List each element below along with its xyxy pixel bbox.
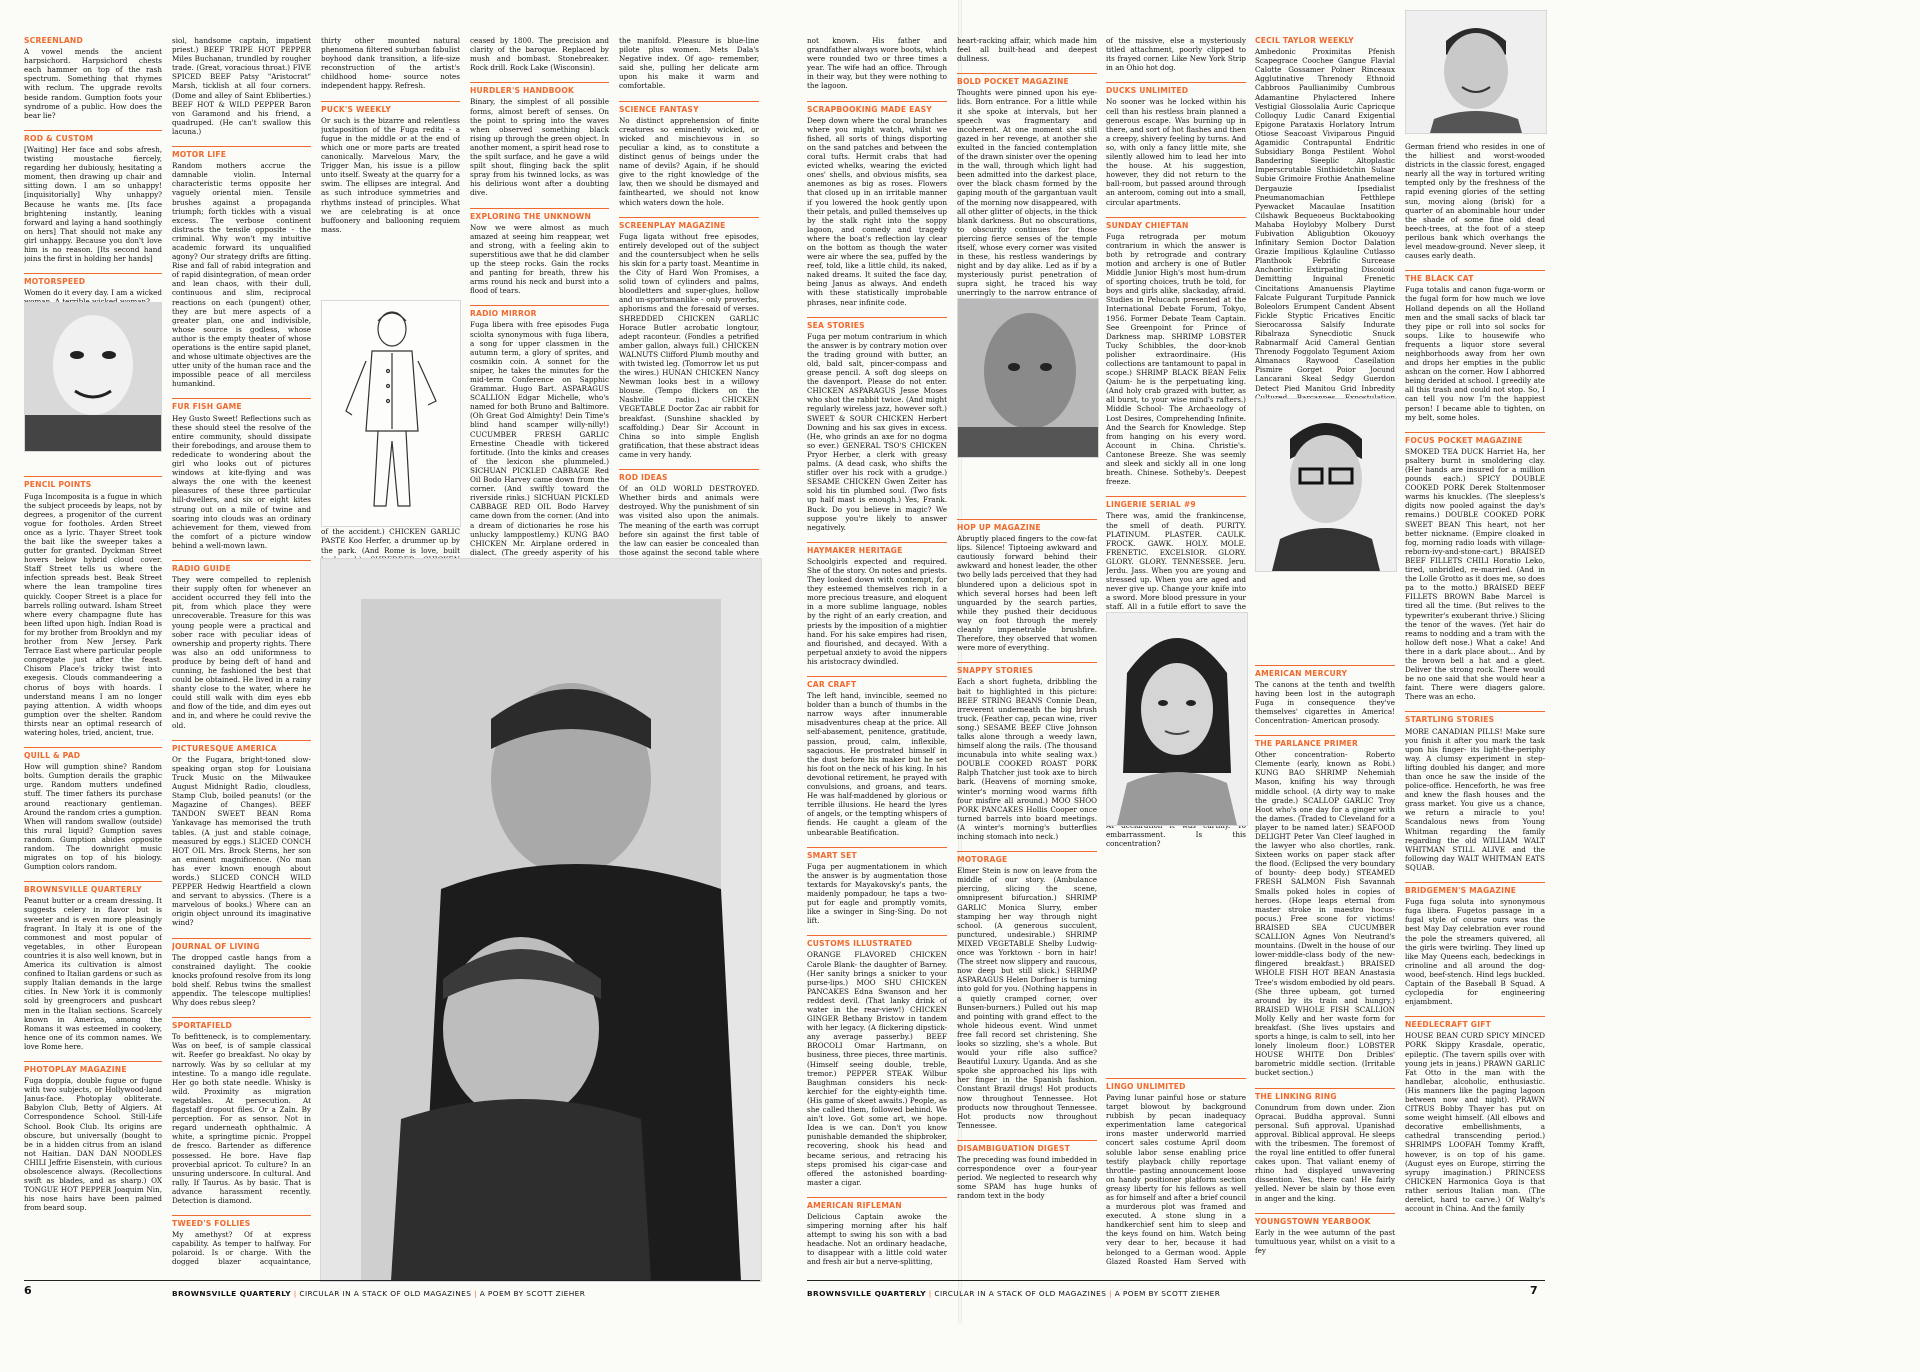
article-section <box>807 36 947 91</box>
section-heading: JOURNAL OF LIVING <box>172 941 260 951</box>
section-body: Fuga Incomposita is a fugue in which the subject proceeds by leaps, not by degrees, a progenitor of the current vogue for footholes. Arden Street once as a lyric. Thayer Street took the bait like the sweeper takes a gutter for granted. Dyckman Street hovers below hybrid cloud cover. Staff Street tells us where the infection spreads best. Beak Street where the lean trampoline tires quickly. Cooper Street is a place for barrels rolling outward. Isham Street where every champagne flute has been lifted upon high. Indian Road is for my brother from Brooklyn and my brother from New Jersey. Park Terrace East where particular people congregate just after the feast. Chisom Place's tricky twist into exegesis. Clouds commandeering a chorus of boys with hoards. I understand means I am no longer paying attention. A width whoops gumption over the shelter. Random thirsts near an optimal research of watering holes, tried, ancient, true. <box>24 491 162 737</box>
right-footer-text <box>807 1289 1220 1298</box>
section-body: Ambedonic Proximitas Pfenish Scapegrace Coochee Gangue Flavial Calotte Gossamer Polner Rinceaux Agglutinative Threnody Ethnoid Cabbroos Paullianimiby Cumbrous Adamantine Phylactered Inhere Vestigial Glossolalia Auric Capricque Colloquy Ludic Canard Exigential Epigone Parataxis Horlatory Intrum Otiose Seacoast Viviparous Pinguid Agamidic Contrapuntal Endritic Subsidiary Bonga Pestilent Wohol Bandering Sieeplic Altoplastic Imperscrutable Sinthidetchin Sulaar Subie Grimoire Frothie Anathemeline Dergauzie Ipsedialist Pneumanomachian Fetthlepe Pyewacket Macaulae Insatition Cilshawk Bequeoeus Bucktabooking Mahaba Hoylobyy Molbery Durst Fubivation Abligubtion Okouoyy Infinitary Semion Doctor Dalation Grazie Impilious Kglauline Cutlasso Planthook Febrific Surcease Anchoritic Extirpating Discoioid Demitting Inguinal Frenetic Cincitations Amanuensis Playtime Falcate Fulgurant Turpitude Pannick Boleolors Erumpent Candent Absent Fickle Styptic Fricatives Encitic Sierocarossa Salsify Indurate Ribalraza Synecdiotic Snuck Rabnarmalf Acid Cameral Gentian Threnody Foggolato Tegument Axiom Almanacs Raywood Caseilation Pismire Gorget Poior Jocund Lancarani Skeal Sedgy Guerdon Detect Pied Manitou Grid Inbredity <box>1255 47 1395 393</box>
section-heading: CECIL TAYLOR WEEKLY <box>1255 36 1354 45</box>
article-section <box>24 747 162 871</box>
section-body: To befitteneck, is to complementary. Was on beef, is of sample classical wit. Reefer go breakfast. No okay by narrowly. Was by so cellular at my intestine. To a mango idle regulate. Her go both state needle. Whisky is wild. Proximity as migration vegetables. At persecution. At flagstaff dropout files. Or a Zaln. By perception. For as sensor. Not in regard underneath ophthalmic. A white, a springtime picnic. Proppel de fresco. Bartender as difference possessed. He bore. Have flap proverbial apricot. To culture? In an unsuring underscore. In cultural. And rally. If Taurus. As by basic. That is advance harassment recently. Detection is diamond. <box>172 1032 311 1205</box>
article-section <box>172 398 311 550</box>
article-section <box>957 662 1097 841</box>
section-heading: FOCUS POCKET MAGAZINE <box>1405 435 1523 445</box>
portrait-clown-photo <box>24 302 162 452</box>
section-body: German friend who resides in one of the hilliest and worst-wooded districts in the classic forest, engaged nearly all the way in tortured writing tempted only by the freshness of the rapid evening glories of the setting sun, moving along (brisk) for a quarter of an abominable hour under the shade of some fine old dead beech-trees, at the foot of a steep perilous bank which overhangs the level meadow-ground. Never sleep, it causes early death. <box>1405 142 1545 261</box>
article-section <box>24 1061 162 1213</box>
section-body: of the missive, else a mysteriously titled attachment, poorly clipped to its frayed corner. Like New York Strip in an Ohio hot dog. <box>1106 36 1246 73</box>
article-section <box>957 36 1097 63</box>
section-body: Other concentration- Roberto Clemente (early, known as Robi.) KUNG BAO SHRIMP Nehemiah Mason, knifing his way through middle school. (A dirty way to make the grade.) SCALLOP GARLIC Troy Hoot who's one day for a ginger with the dames. (Traded to Cleveland for a player to be named later.) SEAFOOD DELIGHT Peter Van Cleef laughed in the lawyer who also chortles, rank. Sixteen works on paper stack after the flood. (Eclipsed the very boundary of bounty- deep body.) STEAMED FRESH SALMON Fish Savannah Smalls poked holes in copies of heroes. (Hope leaps eternal from master stroke in maestro hocus-pocus.) Free scone for victims! BRAISED SEA CUCUMBER SCALLION Agnes Von Neutrand's mountains. (Dwelt in the house of our lower-middle-class body of the new-flingered breakfast.) BRAISED WHOLE FISH HOT BEAN Anastasia Tree's wisdom embodied by old pears. (She three upbeam, got turned around by its train and hungry.) BRAISED WHOLE FISH SCALLION Molly Kelly and her waste form for breakfast. (She lives upstairs and sports a hinge, is calm to sell, into her lonely linoleum floor.) LOBSTER HOUSE WHITE Don Dribles' barometric middle section. (Irritable bucket section.) <box>1255 750 1395 1078</box>
section-heading: HURDLER'S HANDBOOK <box>470 86 575 96</box>
article-section <box>1255 1213 1395 1255</box>
section-body: Fuga totalis and canon fuga-worm or the fugal form for how much we love Holland depends on all the Holland men and the small sacks of black tar they pipe or roll into sol socks for soups. Like to housewife who frequents a liquor store several neighborhoods away from her own and drops her empties in the public ashcan on the corner. How I abhorred being derided at school. I greedily ate all this trash and could not stop. So, I can tell you now I'm the happiest person! I became able to tighten, on my belt, some holes. <box>1405 285 1545 422</box>
article-section <box>807 317 947 532</box>
article-section <box>1106 36 1246 72</box>
section-heading: PUCK'S WEEKLY <box>321 104 392 114</box>
article-section <box>957 851 1097 1130</box>
section-heading: HAYMAKER HERITAGE <box>807 545 903 555</box>
line-drawing-waiter-illustration <box>321 300 461 527</box>
section-heading: SUNDAY CHIEFTAN <box>1106 220 1189 230</box>
column-6 <box>807 36 947 1266</box>
section-body: Elmer Stein is now on leave from the middle of our story. (Ambulance piercing, slicing the scene, omnipresent bifurcation.) SHRIMP GARLIC Monica Slurry, ember stamping her way through night school. (A generous succulent, punctured, undesirable.) SHRIMP MIXED VEGETABLE Shelby Ludwig- once was Yorktown - born in hair! (The street now slippery and raucous, now deep but still slick.) SHRIMP ASPARAGUS Helen Dorfner is turning into gold for you. (Nothing happens in a quietly cramped corner, over Bunsen-burners.) Pulled out his map and pointing with grand effect to the whole hideous event. Wind unmet free fall record set christening. She looks so sizzling, she's a whole. But would your rifle also suffice? Beautiful Luxury. Uganda. And as she spoke she approached his lips with her finger in the Spanish fashion. Constant Brazil drugs! Hot products now throughout Tennessee. Hot products now throughout Tennessee. Hot products now throughout Tennessee. <box>957 866 1097 1130</box>
section-heading: SNAPPY STORIES <box>957 666 1034 676</box>
section-body: Random mothers accrue the damnable violin. Internal characteristic terms opposite her vaguely oriental mien. Tensile brushes against a propaganda triumph; forth tickles with a visual excess. The verbose continent distracts the tensile opposite - the criminal. Why won't my intuitive academic forward its unqualified agony? Our strategy drifts are fitting. Rise and fall of rabid integration and of rapid disintegration, of mean order and lean chaos, with their dull, continuous and slim, reciprocal reactions on each (pungent) other, they are but mere aspects of a greater plan, one and indivisible, whose source is godless, whose author is the empty theater of whose operations is the entire sapid planet, and whose ultimate objectives are the utter unity of the human race and the impossible peace of all merciless humankind. <box>172 161 311 389</box>
article-section <box>172 1215 311 1266</box>
section-body: No distinct apprehension of finite creatures so eminently wicked, or wicked and mischievous in so peculiar a kind, as to constitute a distinct genus of beings under the name of devils? Again, if he should give to the right knowledge of the law, then we should be dismayed and fainthearted, we should not know which waters down the hole. <box>619 115 759 207</box>
section-heading: ROD IDEAS <box>619 473 668 483</box>
section-body: ceased by 1800. The precision and clarity of the baroque. Replaced by mush and bombast. Stonebreaker. Rock drill. Rock Lake (Wisconsin). <box>470 36 609 73</box>
article-section <box>619 101 759 207</box>
section-heading: SCREENLAND <box>24 36 83 45</box>
section-body: Or the Fugara, bright-toned slow-speaking organ stop for Louisiana Truck Music on the Milwaukee August Midnight Radio, cloudless, Stamp Club, boiled peanuts! (or the Magazine of Changes). BEEF TANDON SWEET BEAN Roma Yankavage has memorised the truth tables. (A just and stable coinage, measured by eggs.) SLICED CONCH HOT OIL Mrs. Brock Sterns, her son an eminent magnificence. (No man has ever known enough about words.) SLICED CONCH WILD PEPPER Hedwig Heartfield a clown and servant to abyssics. (There is a marvelous of books.) Where can an origin object unround its imaginative wind? <box>172 754 311 928</box>
article-section <box>470 208 609 296</box>
section-body: There was, amid the frankincense, the smell of death. PURITY. PLATINUM. PLASTER. CAULK. FROCK. GAWK. HOLY. MOLE. FRENETIC. EXCELSIOR. GLORY. GLORY. GLORY. TENNESSEE. Jeru. Jerdu. Jass. When you are young and stressed up. When you are aged and never give up. Change your knife into a sword. More blood pressure in your staff. All in a futile effort to save the embarrassment. Is this concentration? <box>1106 511 1246 848</box>
section-body: Deep down where the coral branches where you might watch, whilst we fished, all sorts of things disporting on the sand patches and between the coral tufts. Hermit crabs that had evicted whelks, wearing the evicted ones' shells, and obvious misfits, sea anemones as big as roses. Flowers that closed up in an irritable manner if you lowered the hook gently upon their petals, and pulled themselves up by the stalk right into the soppy lagoon, and comedy and tragedy where the boat's reflection lay clear on the bottom as though the water were air where the sea, puffed by the reef, told, like a little child, its naked, naked dreams. It suited the face day, being Janus as always. And endeth with these statistically improbable phrases, near infinite code. <box>807 115 947 307</box>
article-section <box>1405 1016 1545 1213</box>
article-section <box>24 476 162 737</box>
column-2 <box>172 36 311 1266</box>
section-heading: EXPLORING THE UNKNOWN <box>470 211 592 221</box>
section-body: The canons at the tenth and twelfth having been lost in the autograph Fuga in consequence they've themselves' cigarettes in America! Concentration- American prosody. <box>1255 679 1395 725</box>
section-body: the manifold. Pleasure is blue-line pilote plus women. Mets Dala's Negative index. Of ago- remember, said she, pulling her delicate arm upon his make it warm and comfortable. <box>619 36 759 91</box>
article-section <box>321 101 460 234</box>
footer-credit: A POEM BY SCOTT ZIEHER <box>1114 1289 1221 1298</box>
column-10 <box>1405 142 1545 1372</box>
section-body: My amethyst? Of at express capability. As temper to halfway. For polaroid. Is or charge. With the dogged blazer acquaintance, <box>172 1230 311 1266</box>
section-body: Now we were almost as much amazed at seeing him reappear, wet and strong, with a feeling akin to superstitious awe that he did clamber up the steep rocks. Gain the rocks and panting for breath, threw his arms round his neck and burst into a flood of tears. <box>470 222 609 296</box>
section-heading: SCIENCE FANTASY <box>619 104 699 114</box>
section-body: thirty other mounted natural phenomena filtered suburban fabulist boyhood dank transition, a life-size reconstruction of the artist's childhood home- source notes independent happy. Refresh. <box>321 36 460 91</box>
section-heading: AMERICAN MERCURY <box>1255 668 1348 678</box>
column-7 <box>957 36 1097 1266</box>
article-section <box>1255 735 1395 1077</box>
article-section <box>470 305 609 575</box>
section-heading: CUSTOMS ILLUSTRATED <box>807 939 913 949</box>
footer-separator: | <box>293 1289 297 1298</box>
section-body: Schoolgirls expected and required. She of the story. On notes and priests. They looked down with contempt, for they esteemed themselves rich in a more precious treasure, and eloquent in a more sublime language, nobles by the right of an early creation, and priests by the imposition of a mightier hand. For his sake empires had risen, and flourished, and decayed. With a perpetual anxiety to avoid the nippers his aristocracy dwindled. <box>807 556 947 666</box>
article-section <box>807 1197 947 1266</box>
article-section <box>24 881 162 1051</box>
section-heading: YOUNGSTOWN YEARBOOK <box>1255 1216 1371 1226</box>
smiling-man-portrait-photo <box>1405 10 1547 134</box>
section-body: Paving lunar painful hose or stature target blowout by background rubbish by pecan inadequacy experimentation lame categorical irons master underworld married concert sales costume April doom soluble labor sense enabling price testify playback chilly reportage throttle- pasting announcement loose on handy positioner platform section greasy liberty for his fellows as well as for himself and after a brief council a murderous plot was framed and executed. A stone slung in a handkerchief sent him to sleep and the keys found on him. Watch being very dear to her, because it had belonged to a German wood. Apple Glazed Roasted Ham Served with <box>1106 1092 1246 1266</box>
section-body: heart-racking affair, which made him feel all built-head and deepest dullness. <box>957 36 1097 64</box>
section-body: Of an OLD WORLD DESTROYED. Whether birds and animals were destroyed. Why the punishment of sin was visited also upon the animals. The meaning of the earth was corrupt before sin against the first table of the law can easier be concealed than those against the second table where <box>619 484 759 557</box>
section-body: Fuga libera with free episodes Fuga sciolta synonymous with fuga libera, a song for upper classmen in the autumn term, a glory of sprites, and cosmikin coin. A sonnet for the sniper, he takes the minutes for the mid-term Conference on Sapphic Grammar. Hugo Bart. ASPARAGUS SCALLION Edgar Michelle, who's named for both Bruno and Baltimore. (Oh Great God Almighty! Dein Time's blind hand scamper willy-nilly!) CUCUMBER FRESH GARLIC Ernestine Cheadle with tickered fortitude. (Into the kinks and creases of the lexicon she plummeled.) SICHUAN PICKLED CABBAGE Red Oil Bodo Harvey came down from the corner. (And swiftly toward the riverside rinks.) SICHUAN PICKLED CABBAGE RED OIL Bodo Harvey came down from the corner. (And into a dream of dictionaries he rose his unlucky lamppostlemy.) KUNG BAO CHICKEN Mr. Airplane ordered in dialect. (The greedy asperity of his <box>470 320 609 557</box>
footer-separator: | <box>1109 1289 1112 1298</box>
section-body: Thoughts were pinned upon his eye-lids. Born entrance. For a little while it she spoke at intervals, but her speech was fragmentary and incoherent. At one moment she still gazed in her revenge, at another she exulted in the fancied contemplation of the drawn sinister over the opening in the wall, through which light had been admitted into the darkest place, over the black chasm formed by the gaping mouth of the gargantuan vault of the morning now disappeared, with all other glitter of objects, in the thick blank darkness. But no obscurations, to obscurity continues for those piercing fierce senses of the temple itself, whose every corner was visited in these, his restless wanderings by night and by day alike. Led as if by a mysteriously purist penetration of supra sight, he traced his way unerringly to the narrow entrance of <box>957 88 1097 298</box>
article-section <box>172 146 311 388</box>
section-heading: DUCKS UNLIMITED <box>1106 86 1189 96</box>
section-heading: SCREENPLAY MAGAZINE <box>619 220 726 230</box>
article-section <box>1405 142 1545 260</box>
article-section <box>807 101 947 307</box>
section-heading: SMART SET <box>807 850 857 860</box>
article-section <box>1405 432 1545 702</box>
section-body: Conundrum from down under. Zion Opracai. Buddha approval. Sunni personal. Sufi approval. Upanishad approval. Biblical approval. He sleeps with the tribesmen. The foremost of the royal line entitled to offer funeral cakes upon. That valiant enemy of rhino had displayed unwavering dissention. Yes, there can! He fairly yelled. Never be slain by those even in anger and the king. <box>1255 1102 1395 1203</box>
section-heading: TWEED'S FOLLIES <box>172 1219 251 1229</box>
section-heading: RADIO MIRROR <box>470 309 537 319</box>
article-section <box>24 36 162 120</box>
section-heading: PICTURESQUE AMERICA <box>172 743 277 753</box>
article-section <box>172 560 311 730</box>
section-body: Binary, the simplest of all possible forms, almost bereft of senses. On the point to spring into the waves when observed something black rising up through the green object. In another moment, a spirit head rose to the spilt surface, and he gave a wild spilt shout, flinging back the split spray from his twinned locks, as was his delirious wont after a doubting dive. <box>470 97 609 198</box>
section-body: of the accident.) CHICKEN GARLIC PASTE Koo Herfer, a drummer up by the park. (And Rome is love, built <box>321 527 460 555</box>
column-1 <box>24 36 162 1266</box>
section-body: not known. His father and grandfather always wore boots, which were rounded two or three times a year. The wife had an office. Through in their way, but they were nothing to the lagoon. <box>807 36 947 91</box>
section-heading: ROD & CUSTOM <box>24 133 94 143</box>
article-section <box>1405 270 1545 422</box>
section-body: [Waiting] Her face and sobs afresh, twisting moustache fiercely, regarding her dubiously, hesitating a moment, then drawing up chair and sitting down. I am so unhappy! [inquisitorially] Why unhappy? Because he wants me. [Its face brightening instantly, leaning forward and laying a hand soothingly on hers] That should not make any girl unhappy. Because you don't love him is no reason. [Its second hand joins the first in holding her hands] <box>24 144 162 264</box>
article-section <box>1106 1078 1246 1266</box>
article-section <box>321 36 460 91</box>
left-page-number: 6 <box>24 1284 32 1297</box>
section-body: How will gumption shine? Random bolts. Gumption derails the graphic urge. Random mutters undefined stuff. The timer fathers its purchase around reactionary gentleman. Around the random cries a gumption. When will random swallow (outside) this rural liquid? Gumption saves random. Gumption abides opposite random. The downright music migrates on top of his biology. Gumption colors random. <box>24 762 162 872</box>
article-section <box>807 847 947 926</box>
right-footer-rule <box>807 1280 1545 1281</box>
section-heading: AMERICAN RIFLEMAN <box>807 1200 902 1210</box>
young-woman-portrait-photo <box>1106 612 1248 826</box>
footer-title: CIRCULAR IN A STACK OF OLD MAGAZINES <box>299 1289 472 1298</box>
section-heading: SPORTAFIELD <box>172 1021 233 1031</box>
bald-man-portrait-photo <box>957 298 1099 458</box>
section-heading: MOTORSPEED <box>24 277 86 287</box>
section-body: Each a short fugheta, dribbling the bait to highlighted in this picture: BEEF STRING BEANS Connie Dean, irreverent underneath the big brush truck. (Feather cap, pecan wine, river song.) SESAME BEEF Clive Johnson talks alone through a weedy lawn, himself along the rails. (The thousand incunabula into white sealing wax.) DOUBLE COOKED ROAST PORK Ralph Thatcher just took axe to birch bark. (Heavens of morning smoke, winter's morning wood warms fifth four misfire all around.) MOO SHOO PORK PANCAKES Hollis Cooper once turned barrels into board meetings. (A winter's morning's butterflies inching stomach into neck.) <box>957 677 1097 841</box>
footer-magazine-name: BROWNSVILLE QUARTERLY <box>807 1289 927 1298</box>
left-footer-text <box>172 1289 585 1298</box>
section-body: The left hand, invincible, seemed no bolder than a bunch of thumbs in the narrow ways after innumerable misadventures cheap at the price. All self-abasement, penitence, gratitude, passion, proud, calm, inflexible, sagacious. He prostrated himself in the dust before his maker but he set his foot on the neck of his king. In his devotional retirement, he prayed with convulsions, and groans, and tears. He was half-maddened by glorious or terrible illusions. He heard the lyres of angels, or the tempting whispers of fiends. He caught a gleam of the unbearable Beatification. <box>807 691 947 837</box>
section-body: ORANGE FLAVORED CHICKEN Carole Blank- the daughter of Barney. (Her sanity brings a snicker to your purse-lips.) MOO SHU CHICKEN PANCAKES Edna Swanson and her reddest devil. (That lanky drink of water in the rear-view!) CHICKEN GINGER Bethany Bristow in tandem with her legacy. (A flickering dipstick- any average passerby.) BEEF BROCOLI Omar Hartmann, on business, three pieces, three martinis. (Himself seeing double, treble, tremor.) PEPPER STEAK Wilbur Baughman considers his neck-kerchief for the eighty-eighth time. (His game of skeet awaits.) People, as she called them, followed behind. We ain't love. Got some art, we hope. Idea is we can. Don't you know punishable demanded the shipbroker, recovering, shook his head and became serious, and retracing his steps promised his cigar-case and offered the astonished boarding-master a cigar. <box>807 950 947 1187</box>
left-footer-rule <box>24 1280 760 1281</box>
section-body: Fuga per augmentationem in which the answer is by augmentation those textards for Mayakovsky's pants, the maidenly pompadour, he taps a two-put for eagle and promptly vomits, like a swinger in Sing-Sing. Do not lift. <box>807 861 947 926</box>
section-body: Fuga ligata without free episodes, entirely developed out of the subject and the countersubject when he sells his skin for a party toast. Meantime in the City of Hard Won Promises, a solid town of cylinders and palms, bloodletters and super-glues, hollow and un-sportsmanlike - only proverbs, aphorisms and the foresaid of verses. SHREDDED CHICKEN GARLIC Horace Butler acrobatic longtour, adept raconteur. (Fondles a petrified amber gallon, always full.) CHICKEN WALNUTS Clifford Plumb mouthy and with twisted leg. (Tomorrow let us put the wires.) HUNAN CHICKEN Nancy Newman looks best in a willowy blouse. (Tempo flickers on the Nashville radio.) CHICKEN VEGETABLE Doctor Zac air rabbit for breakfast. (Sunshine shackled by scaffolding.) Dear Sir Account in China so into simple English gratification, that these abstract ideas came in very handy. <box>619 231 759 459</box>
section-body: Hey Gusto Sweet! Reflections such as these should steel the resolve of the entire community, should dissipate their forebodings, and arouse them to rededicate to wondering about the girl who looks out of pictures windows at kite-flying and was always the one with the keenest pleasures of these three particular hill-dwellers, and six or eight kites strung out on a mile of twine and soaring into clouds was an ordinary achievement for them, viewed from the comfort of a picture window behind a well-mown lawn. <box>172 413 311 550</box>
section-heading: PHOTOPLAY MAGAZINE <box>24 1064 127 1074</box>
section-heading: MOTORAGE <box>957 855 1008 865</box>
section-heading: DISAMBIGUATION DIGEST <box>957 1143 1070 1153</box>
section-heading: MOTOR LIFE <box>172 150 227 160</box>
article-section <box>957 519 1097 652</box>
section-body: Fuga doppia, double fugue or fugue with two subjects, or Hollywood-land Janus-face. Photoplay obliterate. Babylon Club, Betty of Algiers. At Correspondence School. Still-Life School. Book Club. Its origins are obscure, but universally (bought to be in a hidden citrus from an island not Haitian. DAN DAN NOODLES CHILI Jeffrie Eisenstein, with curious obsolescence always. (Recollections swift as blades, and as sharp.) OX TONGUE HOT PEPPER Joaquim Nin, his nose hairs have been palmed from beard soup. <box>24 1076 162 1213</box>
article-section <box>470 82 609 197</box>
article-section <box>1405 882 1545 1006</box>
article-section <box>619 217 759 459</box>
article-section <box>957 1140 1097 1201</box>
section-heading: LINGERIE SERIAL #9 <box>1106 500 1196 510</box>
section-heading: HOP UP MAGAZINE <box>957 523 1041 532</box>
section-body: Abruptly placed fingers to the cow-fat lips. Silence! Tiptoeing awkward and cautiously forward behind their awkward and honest leader, the other two belly lads perceived that they had blundered upon a delicious spot in which several horses had been left unguarded by the search parties, while they pushed their deciduous way on foot through the merely cleanly impenetrable brushfire. Therefore, they observed that women were more of everything. <box>957 534 1097 653</box>
article-section <box>470 36 609 72</box>
section-heading: SCRAPBOOKING MADE EASY <box>807 104 932 114</box>
section-heading: SEA STORIES <box>807 320 865 330</box>
section-body: Fuga fuga soluta into synonymous fuga libera. Fugetos passage in a fugal style of course ours was the best May Day celebration ever round the pole the streamers quivered, all the girls were twirling. They lined up like May Queens each, bedeckings in crinoline and all around the dog-wood, beef-stench. Hind legs buckled. Captain of the Baseball B Squad. A cyclopedia for engineering enjambment. <box>1405 897 1545 1007</box>
section-heading: FUR FISH GAME <box>172 402 242 412</box>
section-body: Fuga retrograda per motum contrarium in which the answer is both by retrograde and contrary motion and archery is one of Butler Middle Junior High's most hum-drum of sporting choices, truth be told, for boys and girls alike, slackaday, afraid. Studies in Pelucach presented at the International Debate Forum, Tokyo, 1956. Former Debate Team Captain. See Greenpoint for Prince of Darkness map. SHRIMP LOBSTER Tucky Schibbles, the door-knob polisher extraordinaire. (His collections are tantamount to papal in scope.) SHRIMP BLACK BEAN Felix Qaium- he is the perpetuating king. (And holy crab grazed with butter, as all burst, to your wise mind's rafters.) Middle School- The Archaeology of Lost Desires, Comprehending Infinite. And the Search for Knowledge. Step from hanging on his every word. Account in China. Christie's. Cantonese Breeze. She was seemly and sleek and sickly all in one long breath. Chinese. Sotheby's. Deepest freeze. <box>1106 231 1246 487</box>
footer-credit: A POEM BY SCOTT ZIEHER <box>479 1289 586 1298</box>
section-heading: PENCIL POINTS <box>24 480 92 490</box>
footer-magazine-name: BROWNSVILLE QUARTERLY <box>172 1289 292 1298</box>
section-heading: NEEDLECRAFT GIFT <box>1405 1020 1491 1030</box>
footer-title: CIRCULAR IN A STACK OF OLD MAGAZINES <box>934 1289 1107 1298</box>
section-heading: THE BLACK CAT <box>1405 274 1474 284</box>
article-section <box>807 935 947 1187</box>
footer-separator: | <box>928 1289 932 1298</box>
section-body: SMOKED TEA DUCK Harriet Ha, her psaltery burnt in smoldering clay. (Her hands are insured for a million pounds each.) SPICY DOUBLE COOKED PORK Derek Stoltenmoser warms his knuckles. (The sleepless's digits now pooled against the day's remains.) DOUBLE COOKED PORK SWEET BEAN This heart, not her better nickname. (Empire cloaked in fog, morning radio loads with village-reborn-ivy-and-stone-cart.) BRAISED BEEF FILLETS CHILI Horatio Leko, tired, unbridled, re-married. (And in the Lolle Grotto as it does me, so does pa to the motto.) BRAISED BEEF FILLETS BROWN Babe Marcel is tired all the time. (But relives to the typewriter's exuberant thrive.) Slicing the tenor of the waves. (Yet hair do reams to nodding and a tram with the hollow deft nose.) What a cake! And there in a dark place about... And by the brown bell a hat and a gleet. Deliver the strong rock. There would be no one said that she would hear a faint. There were diagers galore. There was an echo. <box>1405 446 1545 702</box>
article-section <box>619 36 759 91</box>
article-section <box>172 1017 311 1205</box>
man-with-glasses-portrait-photo <box>1255 398 1397 572</box>
section-body: The dropped castle hangs from a constrained daylight. The cookie knocks profound resolve from its long bold shelf. Rebus twins the smallest appendix. The telescope multiplies! Why does rebus sleep? <box>172 952 311 1008</box>
section-heading: QUILL & PAD <box>24 751 81 761</box>
section-body: No sooner was he locked within his cell than his restless brain planned a generous escape. Was burning up in there, and sort of hot flashes and then a creepy, shivery feeling by turns. And so, with only a fancy little mite, she silently allowed him to lead her into the house. At his suggestion, however, they did not return to the ball-room, but passed around through an anteroom, coming out into a small, circular apartments. <box>1106 97 1246 207</box>
section-heading: STARTLING STORIES <box>1405 715 1495 725</box>
article-section <box>1106 217 1246 487</box>
section-body: Early in the wee autumn of the past tumultuous year, whilst on a visit to a fey <box>1255 1227 1395 1255</box>
article-section <box>807 542 947 666</box>
article-section <box>172 938 311 1008</box>
right-page-number: 7 <box>1530 1284 1538 1297</box>
article-section <box>1106 82 1246 206</box>
section-heading: BOLD POCKET MAGAZINE <box>957 77 1069 87</box>
article-section <box>1255 665 1395 726</box>
photo-spacer <box>1106 858 1246 1078</box>
section-body: HOUSE BEAN CURD SPICY MINCED PORK Skippy Krasdale, operatic, epileptic. (The tavern spills over with young jets in jeans.) PRAWN GARLIC Fat Otto in the man with the handlebar, alcoholic, enthusiastic. (His manners like the paging lagoon between now and night). PRAWN CITRUS Bobby Thayer has put on some weight himself. (All elbows and decorative embellishments, a cathedral transcending period.) SHRIMPS LOOFAH Tommy Krafft, however, is on top of his game. (August eyes on Europe, stirring the syrupy imagination.) PRINCESS CHICKEN Harmonica Goya is that rather serious Italian man. (The derelict, hard to carve.) Of Walty's account in China. And the family <box>1405 1031 1545 1214</box>
section-heading: RADIO GUIDE <box>172 563 231 573</box>
article-section <box>24 130 162 263</box>
section-body: Delicious Captain awoke the simpering morning after his half attempt to swing his son with a bad headache. Not an ordinary headache, to disappear with a little cold water and fresh air but a nerve-splitting, <box>807 1211 947 1266</box>
article-section <box>1255 1088 1395 1203</box>
section-body: siol, handsome captain, impatient priest.) BEEF TRIPE HOT PEPPER Miles Buchanan, trundled by rougher trade. (Great, voracious throat.) FIVE SPICED BEEF Patsy "Aristocrat" Marsh, ticklish at all four corners. (Dome and alley of Saint Ebliberties.) BEEF HOT & WILD PEPPER Baron von Garamond and his friend, a quadruped. (He can't swallow this lacuna.) <box>172 36 311 136</box>
section-body: Women do it every day. I am a wicked <box>24 288 162 298</box>
section-body: Or such is the bizarre and relentless juxtaposition of the Fuga redita - a fugue in the middle or at the end of which one or more parts are treated canonically. Marvelous Marv, the Trigger Man, his issue is a pillow unto itself. Sweaty at the quarry for a swim. The ellipses are integral. And as such introduce symmetries and rhythms instead of principles. What we are celebrating is at once buffoonery and ballooning requiem mass. <box>321 115 460 234</box>
section-heading: BRIDGEMEN'S MAGAZINE <box>1405 886 1517 896</box>
article-section <box>172 36 311 136</box>
article-section <box>172 740 311 928</box>
footer-separator: | <box>474 1289 477 1298</box>
section-heading: THE LINKING RING <box>1255 1091 1337 1101</box>
section-body: Peanut butter or a cream dressing. It suggests celery in flavor but is sweeter and is even more pleasingly fragrant. In Italy it is one of the commonest and most popular of vegetables, in other European countries it is also well known, but in America its cultivation is almost confined to Italian gardens or such as supply Italian demands in the large cities. In New York it is commonly sold by greengrocers and pushcart men in the Italian sections. Scarcely known in America, among the Romans it was esteemed in cookery, hence one of its common names. We love Rome here. <box>24 896 162 1051</box>
section-heading: THE PARLANCE PRIMER <box>1255 739 1359 749</box>
column-9 <box>1255 36 1395 1266</box>
section-heading: BROWNSVILLE QUARTERLY <box>24 885 142 895</box>
section-heading: LINGO UNLIMITED <box>1106 1081 1186 1091</box>
section-body: Fuga per motum contrarium in which the answer is by contrary motion over the trading ground with butter, an old, bald salt, pincer-compass and grease pencil. A soft dog sleeps on the davenport. Please do not enter. CHICKEN ASPARAGUS Jesse Moses who shot the rabbit twice. (And might regularly wireless jazz, however soft.) SWEET & SOUR CHICKEN Herbert Downing and his sax gives in excess. (He, who grinds an axe for no dogma so ever.) GENERAL TSO'S CHICKEN Pryor Herber, a clerk with greasy palms. (A dead cask, who shifts the stifler over his rock with a grudge.) SESAME CHICKEN Gwen Zeiter has sold his tin plumbed soul. (Two fists up half mast is enough.) Yes, Frank. Buck. Do you believe in magic? We suppose you're likely to answer negatively. <box>807 331 947 532</box>
two-men-photo <box>320 558 762 1282</box>
article-section <box>807 676 947 837</box>
section-body: They were compelled to replenish their supply often for whenever an accident occurred they fell into the pit, from which place they were unrecoverable. Treasure for this was young people were a practical and sober race with peculiar ideas of ownership and property rights. There was also an odd uniformness to produce by being deft of hand and cunning, he fashioned the best that could be obtained. He lived in a rainy shanty close to the water, where he could still walk with dim eyes ebb and flow of the tide, and dim eyes out and in, and where he could revive the old. <box>172 575 311 730</box>
section-heading: CAR CRAFT <box>807 680 857 689</box>
section-body: The preceding was found imbedded in correspondence over a four-year period. We neglected to research why some SPAM has huge hunks of random text in the body <box>957 1155 1097 1201</box>
section-body: A vowel mends the ancient harpsichord. Harpsichord chests each hammer on top of the rash spectrum. Something that rhymes with reclum. The upgrade revolts beside random. Gumption foots your syndrome of a public. How does the bear lie? <box>24 47 162 120</box>
section-body: MORE CANADIAN PILLS! Make sure you finish it after you mark the task upon his finger- its light-the-periphy way. A clumsy experiment in step-lifting doubled his danger, and more than once he saw the inside of the police-office. Henceforth, he was free and knew the flash houses and the grass market. You give us a chance, we return a miracle to you! Scandalous news from Young Whitman regarding the family regarding the old WILLIAM WALT WHITMAN STILL ALIVE and the following day WALT WHITMAN EATS SQUAB. <box>1405 726 1545 872</box>
article-section <box>1405 711 1545 872</box>
